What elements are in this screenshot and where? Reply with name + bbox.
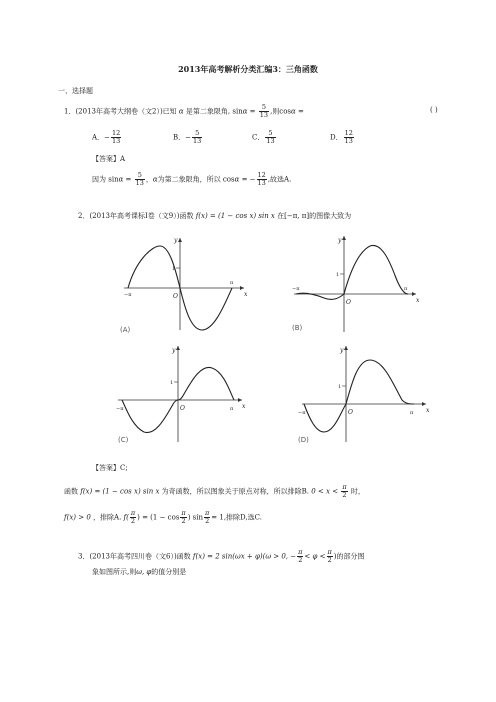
q3-stem-line2: 象如图所示,则ω, φ的值分别是: [92, 568, 187, 576]
svg-text:π: π: [230, 406, 234, 412]
svg-text:y: y: [172, 347, 176, 354]
graph-b: [288, 232, 428, 338]
svg-text:−π: −π: [292, 286, 300, 292]
q2-answer: 【答案】C;: [92, 464, 128, 472]
graph-a: [110, 232, 250, 338]
svg-text:O: O: [346, 299, 351, 306]
q2-explanation-line2: f(x) > 0 ，排除A. f( $\frac{\pi}{2}$ ) = (1 − cos $\frac{\pi}{2}$ ) sin $\frac{\pi}{2}$ = 1,排除D,选C.: [64, 509, 262, 525]
q1-sin: sin: [232, 107, 243, 116]
svg-text:x: x: [426, 407, 430, 414]
svg-text:x: x: [416, 297, 420, 304]
graph-a-caption: (A): [120, 326, 131, 334]
section-heading: 一、选择题: [58, 87, 93, 95]
svg-text:1: 1: [172, 266, 176, 272]
q2-explanation-line1: 函数 f(x) = (1 − cos x) sin x 为奇函数，所以图象关于原点对称，所以排除B. 0 < x < $\frac{\pi}{2}$ 时，: [64, 483, 365, 499]
q1-option-a: A．− $\frac{12}{13}$: [92, 129, 121, 145]
svg-text:y: y: [340, 347, 344, 354]
q1-option-d: D． $\frac{12}{13}$: [330, 129, 353, 145]
graph-c: [112, 342, 252, 446]
q1-explanation: 因为 sinα = $\frac{5}{13}$ ，α为第二象限角，所以 cosα = − $\frac{12}{13}$ ,故选A.: [92, 171, 292, 187]
q1-value-fraction: $\frac{5}{13}$: [259, 103, 269, 119]
svg-text:1: 1: [336, 272, 340, 278]
q1-cond: 是第二象限角,: [185, 107, 231, 116]
svg-text:−π: −π: [116, 406, 124, 412]
svg-text:O: O: [180, 405, 185, 412]
q3-stem-line1: 3．(2013年高考四川卷（文6）)函数 f(x) = 2 sin(ωx + φ)(ω > 0, − $\frac{\pi}{2}$ < φ < $\frac{\pi}{2}$ )的部分图: [78, 548, 365, 564]
q1-answer-paren: ( ): [430, 106, 438, 114]
svg-text:−π: −π: [124, 292, 132, 298]
svg-text:x: x: [242, 403, 246, 410]
svg-text:π: π: [404, 286, 408, 292]
graph-c-caption: (C): [118, 436, 129, 444]
graph-d: [294, 342, 434, 446]
graph-b-caption: (B): [292, 324, 303, 332]
svg-text:−π: −π: [298, 410, 306, 416]
page-title: 2013年高考解析分类汇编3：三角函数: [178, 64, 318, 74]
svg-text:1: 1: [170, 380, 174, 386]
q1-alpha: α: [178, 107, 184, 116]
svg-text:y: y: [338, 237, 342, 244]
svg-text:π: π: [410, 410, 414, 416]
svg-text:O: O: [348, 409, 353, 416]
svg-text:x: x: [244, 291, 248, 298]
q2-formula: f(x) = (1 − cos x) sin x: [195, 212, 275, 220]
svg-text:O: O: [173, 293, 178, 300]
svg-text:π: π: [230, 280, 234, 286]
q1-stem: 1．(2013年高考大纲卷（文2）)已知 α 是第二象限角, sinα = $\frac{5}{13}$ ,则cosα =: [64, 103, 304, 119]
q1-option-c: C． $\frac{5}{13}$: [252, 129, 275, 145]
q1-answer: 【答案】A: [92, 155, 126, 163]
q1-prefix: 1．(2013年高考大纲卷（文2）)已知: [64, 107, 177, 116]
graph-d-caption: (D): [298, 436, 309, 444]
svg-text:1: 1: [338, 384, 342, 390]
q1-option-b: B．− $\frac{5}{13}$: [173, 129, 202, 145]
q2-stem: 2．(2013年高考课标Ⅰ卷（文9）)函数 f(x) = (1 − cos x) sin x 在[−π, π]的图像大致为: [78, 212, 352, 220]
svg-text:y: y: [174, 237, 178, 244]
